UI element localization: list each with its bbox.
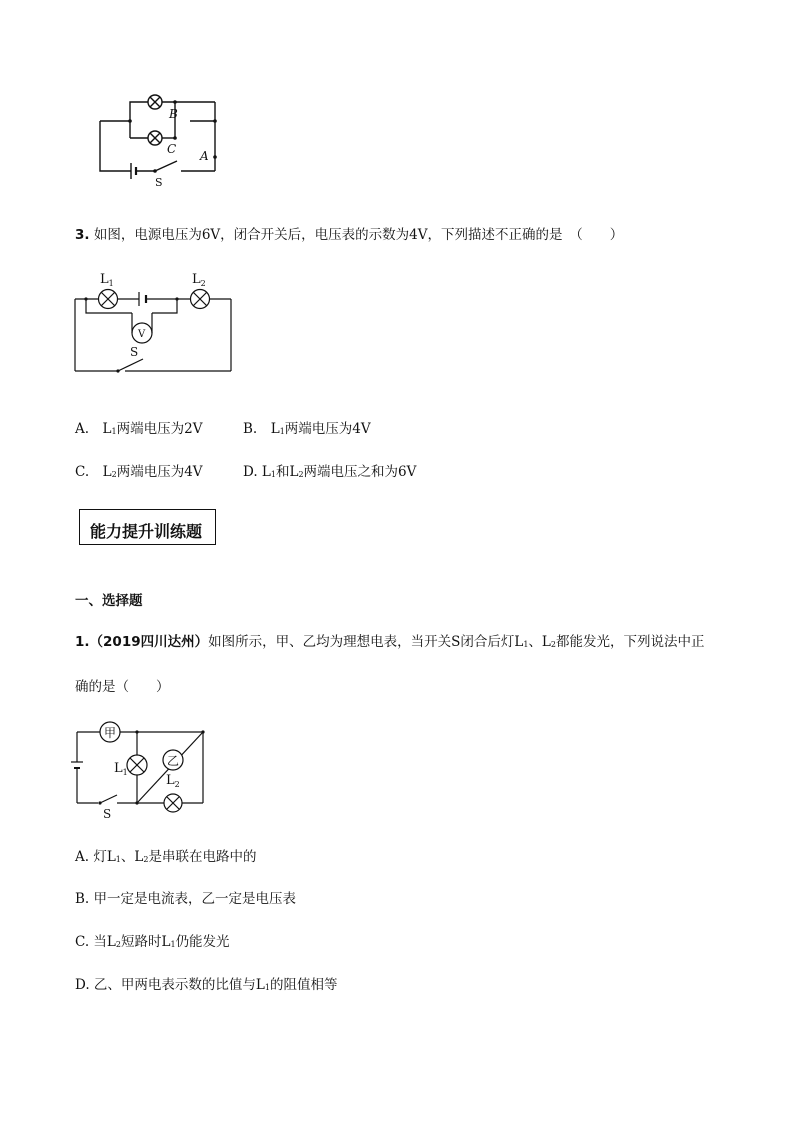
- option-b[interactable]: B. $L_1$两端电压为4V: [243, 421, 371, 437]
- question-text: 如图，电源电压为6V，闭合开关后，电压表的示数为4V，下列描述不正确的是 （ ）: [93, 227, 624, 243]
- svg-text:L1: $L_1$: [114, 761, 128, 777]
- svg-text:L1: $L_1$: [100, 272, 114, 288]
- q1-option-d[interactable]: D. 乙、甲两电表示数的比值与$L_1$的阻值相等: [75, 977, 338, 993]
- option-a[interactable]: A. $L_1$两端电压为2V: [75, 421, 203, 437]
- label-c: C: [167, 142, 177, 156]
- section-title-box: [79, 509, 216, 545]
- voltmeter-label: V: [138, 329, 146, 340]
- label-b: B: [169, 107, 178, 121]
- q1-option-c[interactable]: C. 当$L_2$短路时$L_1$仍能发光: [75, 934, 230, 950]
- svg-text:L2: $L_2$: [192, 272, 206, 288]
- question-3: [75, 229, 623, 243]
- circuit-diagram-q1: [70, 718, 210, 823]
- question-1-line-2: 确的是（ ）: [75, 679, 170, 695]
- label-a: A: [200, 149, 209, 163]
- section-title: 能力提升训练题: [90, 522, 203, 541]
- switch-label: S: [130, 345, 139, 359]
- option-d[interactable]: D. $L_1$和$L_2$两端电压之和为6V: [243, 464, 417, 480]
- switch-label: S: [103, 807, 112, 821]
- question-1: 1.（2019四川达州）如图所示，甲、乙均为理想电表，当开关S闭合后灯$L_1$、$L_2$都能发光，下列说法中正: [75, 634, 705, 650]
- circuit-diagram-q3: [70, 266, 240, 381]
- q1-option-b[interactable]: B. 甲一定是电流表，乙一定是电压表: [75, 891, 297, 907]
- meter-yi-label: 乙: [167, 754, 180, 768]
- section-heading: 一、选择题: [75, 593, 143, 609]
- q1-option-a[interactable]: A. 灯$L_1$、$L_2$是串联在电路中的: [75, 849, 257, 865]
- meter-jia-label: 甲: [104, 726, 117, 740]
- svg-text:L2: $L_2$: [166, 773, 180, 789]
- circuit-diagram-1: [95, 90, 225, 190]
- label-s: S: [155, 176, 163, 189]
- option-c[interactable]: C. $L_2$两端电压为4V: [75, 464, 203, 480]
- question-number: 3.: [75, 227, 90, 243]
